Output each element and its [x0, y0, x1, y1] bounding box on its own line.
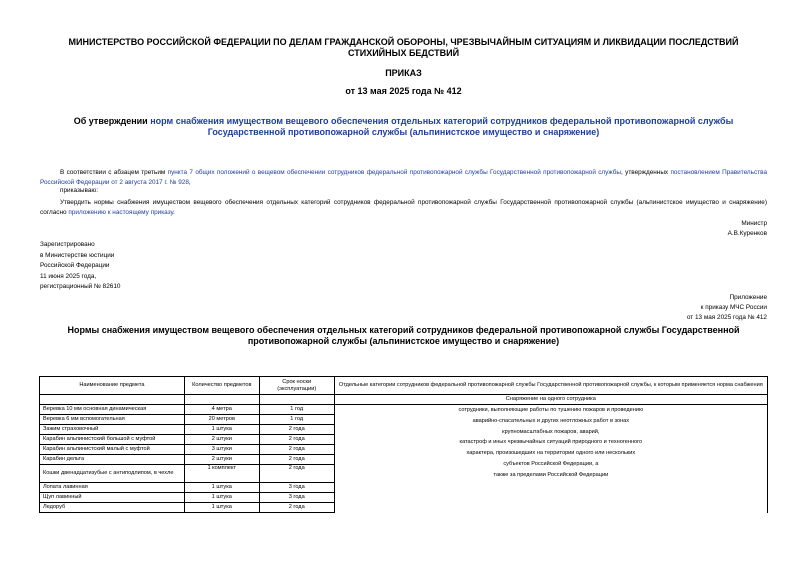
item-name: Карабин дельта — [40, 455, 185, 465]
categories-line: сотрудники, выполняющие работы по тушению пожаров и проведению — [458, 407, 644, 413]
p3-end: . — [173, 208, 175, 216]
registration-line: Зарегистрировано — [40, 241, 95, 248]
item-term: 3 года — [259, 483, 334, 493]
item-qty: 2 штуки — [184, 435, 259, 445]
appendix-line: от 13 мая 2025 года № 412 — [686, 314, 767, 321]
signature-position: Министр — [741, 220, 767, 227]
p1-end: , — [188, 178, 191, 186]
document-type: ПРИКАЗ — [385, 68, 422, 78]
signature-name: А.В.Куренков — [727, 229, 767, 237]
item-name: Карабин альпинистский большой с муфтой — [40, 435, 185, 445]
norms-title: Нормы снабжения имуществом вещевого обеспечения отдельных категорий сотрудников федеральной противопожарной службы Государственной противопожарной службы (альпинистское имущество и снаряжение) — [67, 325, 740, 346]
subheader-cell: Снаряжение на одного сотрудника — [334, 395, 767, 405]
table-header-row — [40, 377, 768, 395]
registration-line: в Министерстве юстиции — [40, 251, 115, 259]
item-qty: 3 штуки — [184, 445, 259, 455]
header-categories: Отдельные категории сотрудников федеральной противопожарной службы Государственной противопожарной службы, к которым применяется норма снабжения — [334, 377, 767, 395]
categories-line: характера, произошедших на территории одного или нескольких — [466, 450, 636, 457]
item-qty: 4 метра — [184, 405, 259, 415]
item-term: 2 года — [259, 445, 334, 455]
signature-block — [728, 219, 767, 238]
document-date-number: от 13 мая 2025 года № 412 — [345, 86, 462, 96]
item-term: 3 года — [259, 493, 334, 503]
item-qty: 1 комплект — [184, 465, 259, 483]
paragraph-approve — [40, 198, 767, 217]
item-term: 2 года — [259, 435, 334, 445]
item-qty: 20 метров — [184, 415, 259, 425]
item-name: Веревка 6 мм вспомогательная — [40, 415, 185, 425]
p1-mid: , утвержденных — [621, 169, 671, 176]
item-term: 2 года — [259, 465, 334, 483]
header-name: Наименование предмета — [40, 377, 185, 395]
item-term: 2 года — [259, 503, 334, 513]
categories-line: крупномасштабных пожаров, аварий, — [502, 428, 600, 435]
p1-start: В соответствии с абзацем третьим — [60, 169, 168, 176]
item-name: Зажим страховочный — [40, 425, 185, 435]
item-name: Веревка 10 мм основная динамическая — [40, 405, 185, 415]
item-term: 1 год — [259, 415, 334, 425]
registration-line: регистрационный № 82610 — [40, 283, 121, 290]
categories-line: катастроф и иных чрезвычайных ситуаций природного и техногенного — [459, 439, 643, 446]
p3-start: Утвердить нормы снабжения имуществом вещевого обеспечения отдельных категорий сотрудников федеральной противопожарной службы Государственной противопожарной службы (альпинистское имущество и снаряжение) согласно — [40, 199, 767, 216]
categories-line: также за пределами Российской Федерации — [493, 471, 609, 478]
p1-link-regulations[interactable]: пункта 7 общих положений о вещевом обеспечении сотрудников федеральной противопожарной службы Государственной противопожарной службы — [167, 169, 622, 176]
item-qty: 1 штука — [184, 503, 259, 513]
ministry-name: МИНИСТЕРСТВО РОССИЙСКОЙ ФЕДЕРАЦИИ ПО ДЕЛАМ ГРАЖДАНСКОЙ ОБОРОНЫ, ЧРЕЗВЫЧАЙНЫМ СИТУАЦИЯМ И ЛИКВИДАЦИИ ПОСЛЕДСТВИЙ СТИХИЙНЫХ БЕДСТВИЙ — [68, 37, 739, 58]
item-name: Щуп лавинный — [40, 493, 185, 503]
categories-line: аварийно-спасательных и других неотложных работ в зонах — [472, 417, 630, 424]
table-row — [40, 405, 768, 415]
title-prefix: Об утверждении — [73, 116, 151, 126]
registration-line: Российской Федерации — [40, 262, 110, 269]
paragraph-order-word: приказываю: — [60, 187, 98, 194]
item-term: 2 года — [259, 425, 334, 435]
document-title — [60, 116, 747, 138]
item-name: Лопата лавинная — [40, 483, 185, 493]
norms-table — [39, 376, 768, 513]
registration-block — [40, 240, 120, 293]
appendix-block — [687, 293, 767, 323]
appendix-line: к приказу МЧС России — [700, 304, 767, 311]
paragraph-basis — [40, 168, 767, 187]
categories-line: субъектов Российской Федерации, а — [503, 460, 599, 467]
item-name: Ледоруб — [40, 503, 185, 513]
item-term: 2 года — [259, 455, 334, 465]
item-term: 1 год — [259, 405, 334, 415]
registration-line: 11 июня 2025 года, — [40, 272, 97, 280]
item-qty: 1 штука — [184, 493, 259, 503]
item-qty: 1 штука — [184, 483, 259, 493]
item-name: Карабин альпинистский малый с муфтой — [40, 445, 185, 455]
categories-cell — [334, 405, 767, 513]
item-name: Кошки двенадцатизубые с антиподлипом, в чехле — [40, 465, 185, 483]
title-link[interactable]: норм снабжения имуществом вещевого обеспечения отдельных категорий сотрудников федеральной противопожарной службы Государственной противопожарной службы (альпинистское имущество и снаряжение) — [150, 116, 734, 137]
header-qty: Количество предметов — [184, 377, 259, 395]
item-qty: 2 штуки — [184, 455, 259, 465]
table-subheader-row — [40, 395, 768, 405]
item-qty: 1 штука — [184, 425, 259, 435]
appendix-line: Приложение — [729, 294, 767, 301]
p1-link-decree[interactable]: постановлением Правительства Российской Федерации от 2 августа 2017 г. № 928 — [40, 169, 767, 186]
header-term: Срок носки (эксплуатации) — [259, 377, 334, 395]
p3-link-appendix[interactable]: приложению к настоящему приказу — [68, 208, 174, 216]
